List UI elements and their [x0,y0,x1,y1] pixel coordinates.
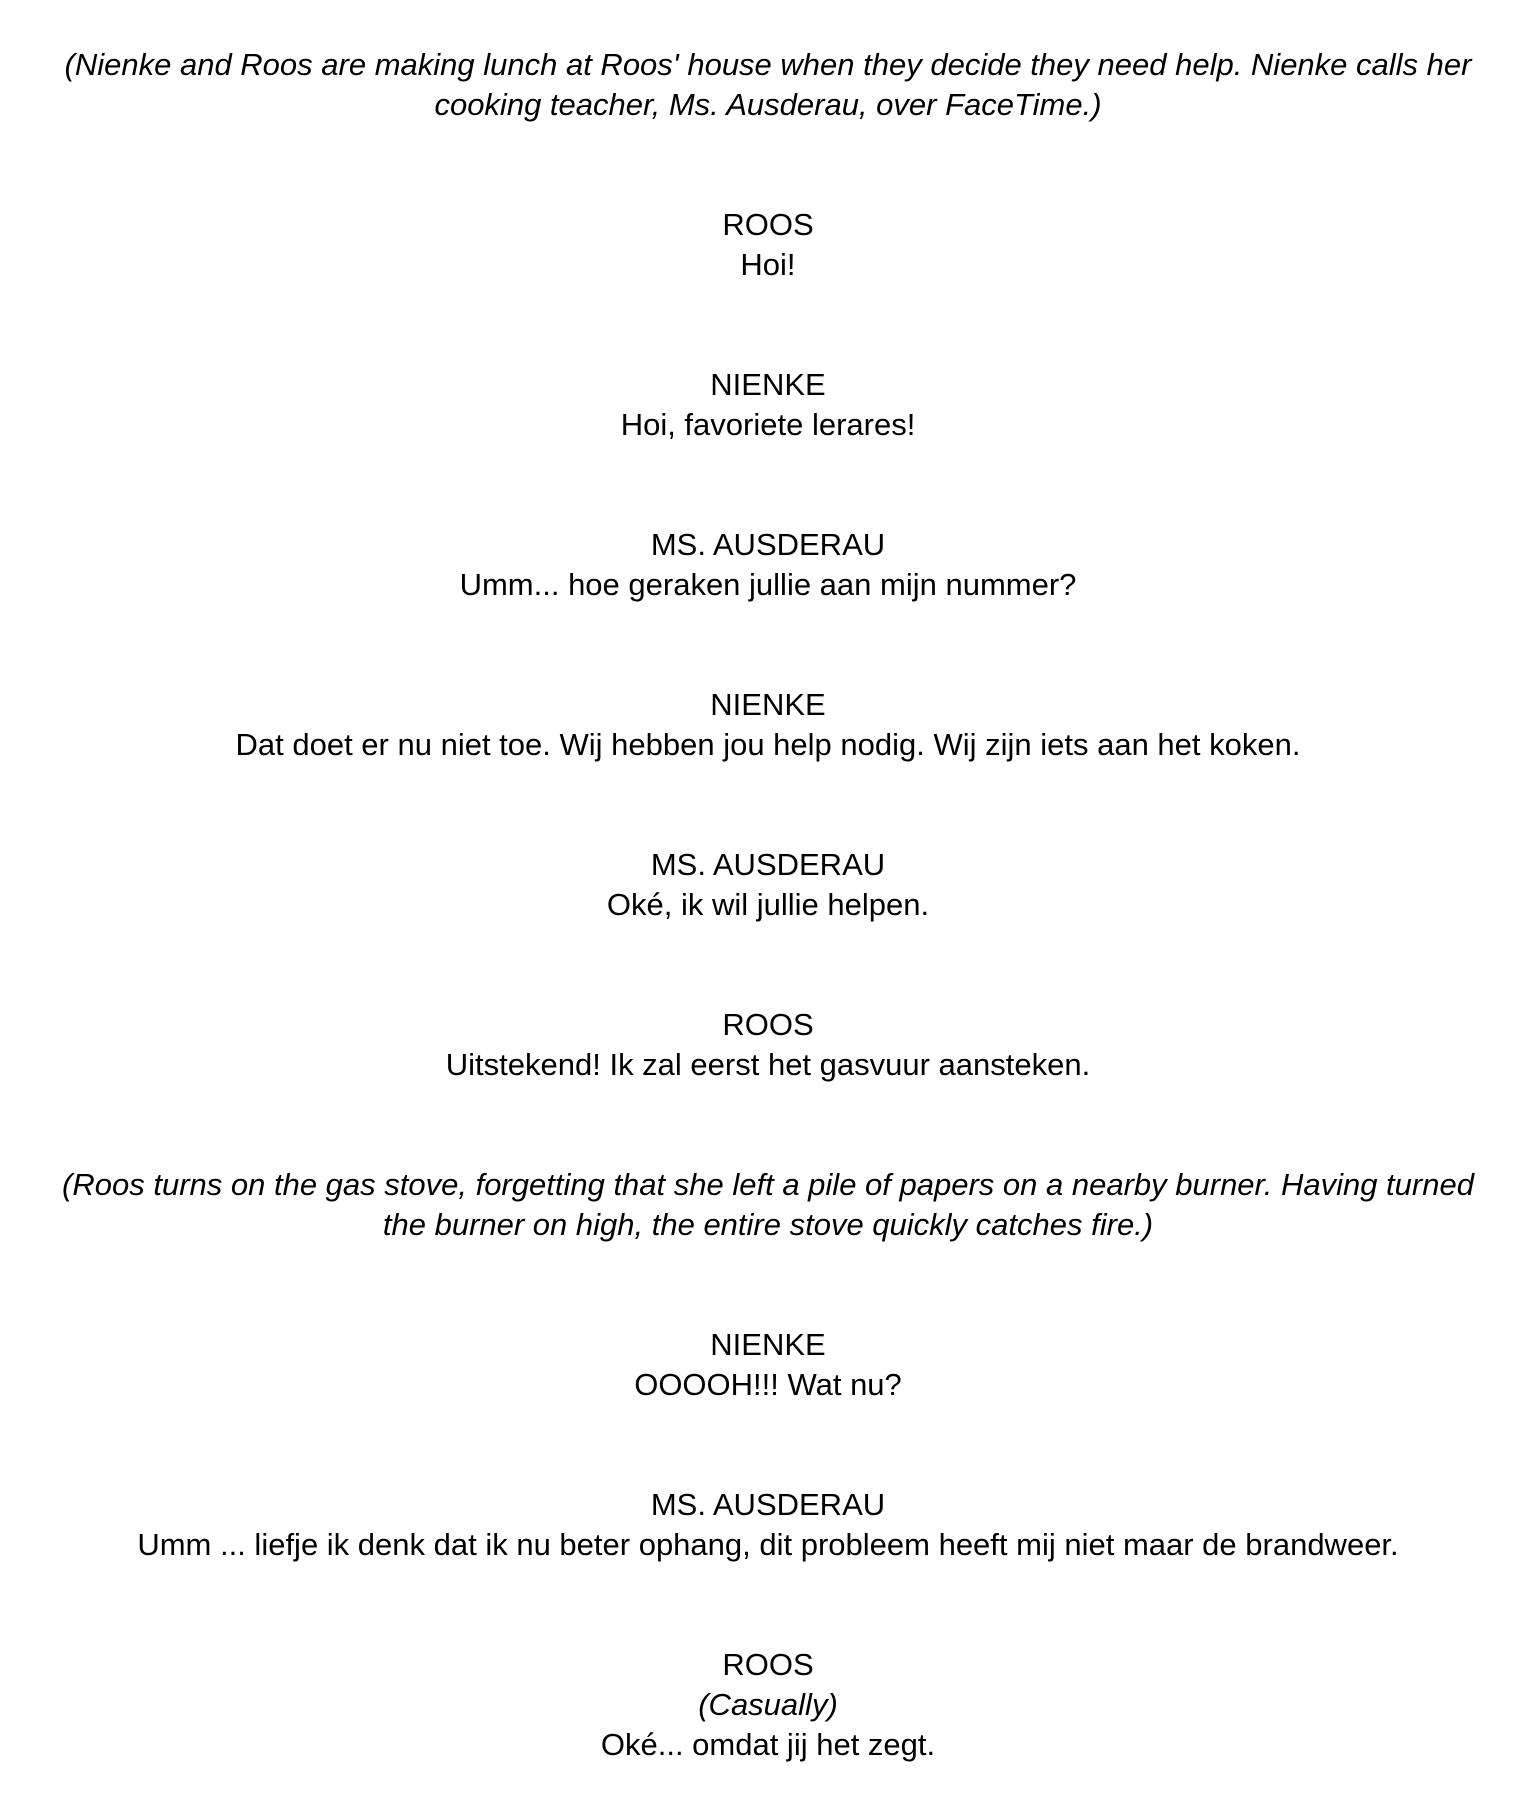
dialogue-ausderau-number: Umm... hoe geraken jullie aan mijn nummer? [459,567,1077,602]
speaker-ms-ausderau: MS. AUSDERAU [650,1487,886,1522]
speaker-nienke: NIENKE [710,367,826,402]
speaker-ms-ausderau: MS. AUSDERAU [650,527,886,562]
dialogue-nienke-panic: OOOOH!!! Wat nu? [634,1367,902,1402]
speaker-ms-ausderau: MS. AUSDERAU [650,847,886,882]
dialogue-roos-stove: Uitstekend! Ik zal eerst het gasvuur aansteken. [445,1047,1091,1082]
dialogue-ausderau-help: Oké, ik wil jullie helpen. [606,887,930,922]
speaker-nienke: NIENKE [710,1327,826,1362]
dialogue-nienke-help: Dat doet er nu niet toe. Wij hebben jou help nodig. Wij zijn iets aan het koken. [235,727,1301,762]
dialogue-roos-hoi: Hoi! [740,247,796,282]
parenthetical-casually: (Casually) [698,1687,838,1722]
stage-direction-opening-line-2: cooking teacher, Ms. Ausderau, over FaceTime.) [434,87,1102,122]
dialogue-ausderau-hangup: Umm ... liefje ik denk dat ik nu beter ophang, dit probleem heeft mij niet maar de brandweer. [137,1527,1399,1562]
speaker-roos: ROOS [722,1647,814,1682]
stage-direction-fire-line-2: the burner on high, the entire stove quickly catches fire.) [382,1207,1154,1242]
stage-direction-opening-line-1: (Nienke and Roos are making lunch at Roos' house when they decide they need help. Nienke calls her [64,47,1472,82]
dialogue-nienke-greeting: Hoi, favoriete lerares! [620,407,916,442]
speaker-roos: ROOS [722,207,814,242]
stage-direction-fire-line-1: (Roos turns on the gas stove, forgetting that she left a pile of papers on a nearby burner. Having turned [62,1167,1474,1202]
speaker-roos: ROOS [722,1007,814,1042]
speaker-nienke: NIENKE [710,687,826,722]
dialogue-roos-closing: Oké... omdat jij het zegt. [600,1727,936,1762]
